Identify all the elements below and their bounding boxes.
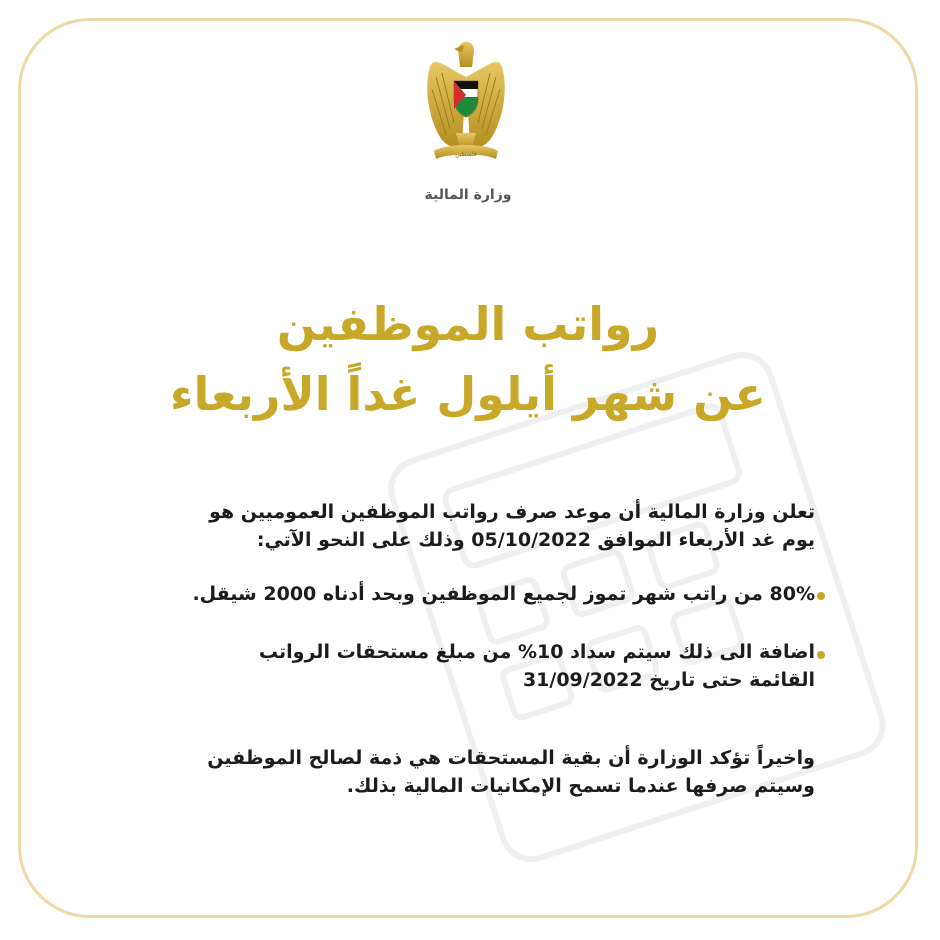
page-title-line1: رواتب الموظفين [276,297,660,351]
closing-line: واخيراً تؤكد الوزارة أن بقية المستحقات هي ذمة لصالح الموظفين [207,747,815,769]
bullet-icon [817,592,825,600]
page-title-line2: عن شهر أيلول غداً الأربعاء [170,367,766,421]
closing-paragraph [95,744,815,800]
bullet-item [95,638,815,694]
bullet-text: 80% من راتب شهر تموز لجميع الموظفين وبحد أدناه 2000 شيقل. [192,583,815,605]
intro-line: يوم غد الأربعاء الموافق 05/10/2022 وذلك على النحو الآتي: [256,529,815,551]
bullet-icon [817,651,825,659]
palestine-eagle-emblem [416,37,516,172]
bullet-item [95,580,815,608]
bullet-text: اضافة الى ذلك سيتم سداد 10% من مبلغ مستحقات الرواتب [258,641,815,663]
intro-line: تعلن وزارة المالية أن موعد صرف رواتب الموظفين العموميين هو [209,501,815,523]
emblem-label: فلسطين [455,151,477,158]
closing-line: وسيتم صرفها عندما تسمح الإمكانيات المالية بذلك. [346,775,815,797]
bullet-text: القائمة حتى تاريخ 31/09/2022 [522,669,815,691]
ministry-name: وزارة المالية [424,187,512,203]
announcement-card [18,18,918,918]
intro-paragraph [95,498,815,554]
